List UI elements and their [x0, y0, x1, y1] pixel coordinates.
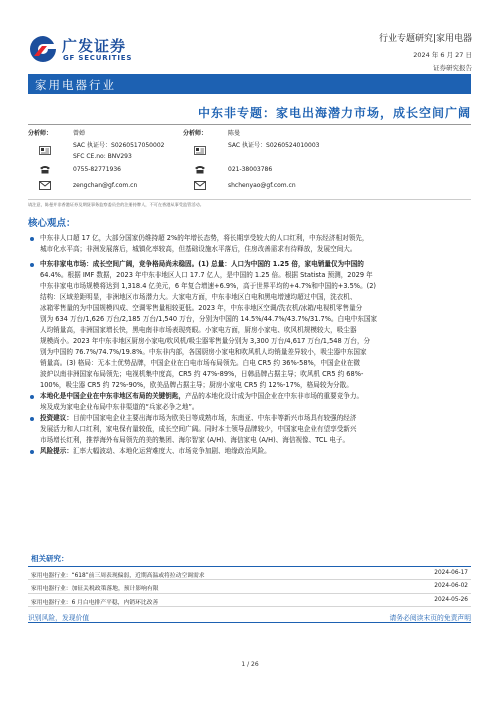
- report-type: 证券研究报告: [433, 64, 472, 72]
- paragraph-line: 城市化水平高；非洲发展落后，城镇化率较高，但基础设施水平落后，住房改善需求有待释放，发展空间大。: [40, 245, 357, 253]
- paragraph-lead: 投资建议：: [40, 414, 73, 422]
- analyst-name: 陈曼: [228, 130, 241, 137]
- paragraph-line: 产品的本地化设计成为中国企业在中东非市场的重要竞争力。: [185, 392, 364, 400]
- paragraph-line: 64.4%。根据 IMF 数据，2023 年中东非地区人口 17.7 亿人，是中国的 1.25 倍。根据 Statista 预测，2029 年: [40, 271, 373, 279]
- core-views-title: 核心观点：: [28, 218, 76, 229]
- paragraph-line: 目前中国家电企业主要出海市场为欧美日等成熟市场，东南亚、中东非等新兴市场具有较强的经济: [72, 414, 357, 422]
- brand-name-en: GF SECURITIES: [63, 54, 133, 62]
- bullet-dot-icon: [30, 450, 34, 454]
- bullet-paragraph: [28, 413, 471, 446]
- analyst-sac: SAC 执证号：S0260524010003: [228, 142, 320, 149]
- analyst-sac: SAC 执证号：S0260517050002: [73, 142, 165, 149]
- analyst-sfc: SFC CE.no: BNV293: [73, 153, 132, 160]
- paragraph-line: 波炉以南非洲国家布局领先；电视机集中度高，CR5 约 47%-89%，日韩品牌占据主导；吹风机 CR5 约 68%-: [40, 370, 364, 378]
- related-item-title[interactable]: 家用电器行业：“618”前三周表现偏弱，近期高温或将拉动空调需求: [31, 573, 205, 579]
- footer-divider: [28, 622, 471, 623]
- report-title: 中东非专题：家电出海潜力市场，成长空间广阔: [197, 106, 471, 120]
- related-item-title[interactable]: 家用电器行业：加征关税政策落地，预计影响有限: [31, 586, 159, 593]
- paragraph-line: 中东非人口超 17 亿，大部分国家仍维持超 2%的年增长态势，将长期享受较大的人口红利，中东经济相对领先，: [40, 234, 369, 242]
- paragraph-line: 结构：区域差距明显，非洲地区市场潜力大。大家电方面，中东非地区白电和黑电增速均超过中国，洗衣机、: [40, 293, 357, 301]
- bullet-paragraph: [28, 446, 471, 457]
- analyst-name: 曾婵: [73, 130, 86, 137]
- paragraph-lead: 中东非家电市场：成长空间广阔，竞争格局尚未稳固。(1) 总量：人口为中国的 1.25 倍，家电销量仅为中国的: [40, 260, 364, 268]
- phone-icon: [194, 165, 206, 174]
- bullet-dot-icon: [30, 263, 34, 267]
- related-item[interactable]: [28, 580, 471, 593]
- phone-icon: [39, 165, 51, 174]
- bullet-dot-icon: [30, 417, 34, 421]
- paragraph-line: 规模尚小。2023 年中东非地区厨房小家电/吹风机/吸尘器零售量分别为 3,300 万台/4,617 万台/1,548 万台，分: [40, 337, 371, 345]
- gf-securities-logo: [28, 34, 148, 66]
- related-research: [28, 553, 471, 607]
- core-views-body: [28, 233, 471, 545]
- analyst-email[interactable]: zengchan@gf.com.cn: [73, 182, 138, 189]
- related-item-title[interactable]: 家用电器行业：6 月白电排产平稳，内销环比改善: [31, 599, 159, 606]
- page-number: 1 / 26: [241, 661, 259, 668]
- id-card-icon: [194, 146, 206, 155]
- license-notice: 请注意，陈曼并非香港证券及期货事务监察委员会的注册持牌人，不可在香港从事受监管活动。: [28, 199, 471, 208]
- paragraph-line: 汇率大幅波动、本地化运营难度大、市场竞争加剧、地缘政治风险。: [72, 447, 271, 455]
- bullet-paragraph: [28, 391, 471, 413]
- related-item[interactable]: [28, 567, 471, 580]
- related-research-title: 相关研究：: [28, 553, 471, 567]
- id-card-icon: [39, 146, 51, 155]
- paragraph-lead: 本地化是中国企业在中东非地区布局的关键钥匙，: [40, 392, 186, 400]
- brand-name-cn: 广发证券: [62, 37, 127, 55]
- paragraph-line: 销量高。(3) 格局：无本土优势品牌，中国企业在白电市场布局领先。白电 CR5 约 36%-58%，中国企业在微: [40, 359, 360, 367]
- related-item-date: 2024-05-26: [434, 596, 468, 603]
- paragraph-line: 别为中国的 76.7%/74.7%/19.8%。中东非内部，各国厨房小家电和吹风机人均销量差异较小，吸尘器中东国家: [40, 348, 367, 356]
- paragraph-line: 别为 634 万台/1,626 万台/2,185 万台/1,540 万台，分别为中国的 14.5%/44.7%/43.7%/31.7%。白电中东国家: [40, 315, 378, 323]
- analyst-email[interactable]: shchenyao@gf.com.cn: [228, 182, 296, 189]
- footer-slogan: 识别风险，发现价值: [28, 614, 90, 622]
- paragraph-line: 埃及成为家电企业布局中东非渠道的“兵家必争之地”。: [40, 403, 199, 411]
- analyst-block: [28, 124, 471, 197]
- paragraph-line: 发展活力和人口红利，家电保有量较低，成长空间广阔。同时本土领导品牌较少，中国家电企业有望享受新兴: [40, 425, 357, 433]
- analyst-label: 分析师：: [183, 130, 208, 137]
- paragraph-line: 人均销量高，非洲国家增长快，黑电南非市场表现亮眼。小家电方面，厨房小家电、吹风机规模较大，吸尘器: [40, 326, 357, 334]
- paragraph-line: 冰箱零售量的为中国规模四成、空调零售量相较更低。2023 年，中东非地区空调/洗衣机/冰箱/电视机零售量分: [40, 304, 363, 312]
- paragraph-line: 中东非家电市场规模将达到 1,318.4 亿美元，6 年复合增速+6.9%，高于世界平均的+4.7%和中国的+3.5%。(2): [40, 282, 377, 290]
- industry-banner: [28, 74, 471, 94]
- industry-name: 家用电器行业: [35, 78, 116, 92]
- analyst-phone: 0755-82771936: [73, 166, 121, 173]
- footer-disclaimer-link[interactable]: 请务必阅读末页的免责声明: [389, 614, 471, 622]
- analyst-phone: 021-38003786: [228, 166, 273, 173]
- gf-logo-icon: [28, 34, 58, 64]
- analyst-label: 分析师：: [28, 130, 53, 137]
- bullet-dot-icon: [30, 237, 34, 241]
- related-item[interactable]: [28, 594, 471, 607]
- report-category: 行业专题研究|家用电器: [378, 34, 472, 44]
- report-header-info: [379, 31, 472, 72]
- bullet-dot-icon: [30, 395, 34, 399]
- email-icon: [194, 181, 206, 190]
- paragraph-lead: 风险提示：: [40, 447, 73, 455]
- related-item-date: 2024-06-17: [434, 570, 468, 576]
- related-item-date: 2024-06-02: [434, 583, 468, 590]
- email-icon: [39, 181, 51, 190]
- bullet-paragraph: [28, 233, 471, 255]
- paragraph-line: 100%，吸尘器 CR5 约 72%-90%，欧美品牌占据主导；厨房小家电 CR5 约 12%-17%，格局较为分散。: [40, 381, 353, 389]
- report-date: 2024 年 6 月 27 日: [413, 51, 472, 59]
- paragraph-line: 市场增长红利，推荐海外布局领先的美的集团、海尔智家 (A/H)、海信家电 (A/H)、海信视像、TCL 电子。: [40, 436, 350, 444]
- bullet-paragraph: [28, 259, 471, 391]
